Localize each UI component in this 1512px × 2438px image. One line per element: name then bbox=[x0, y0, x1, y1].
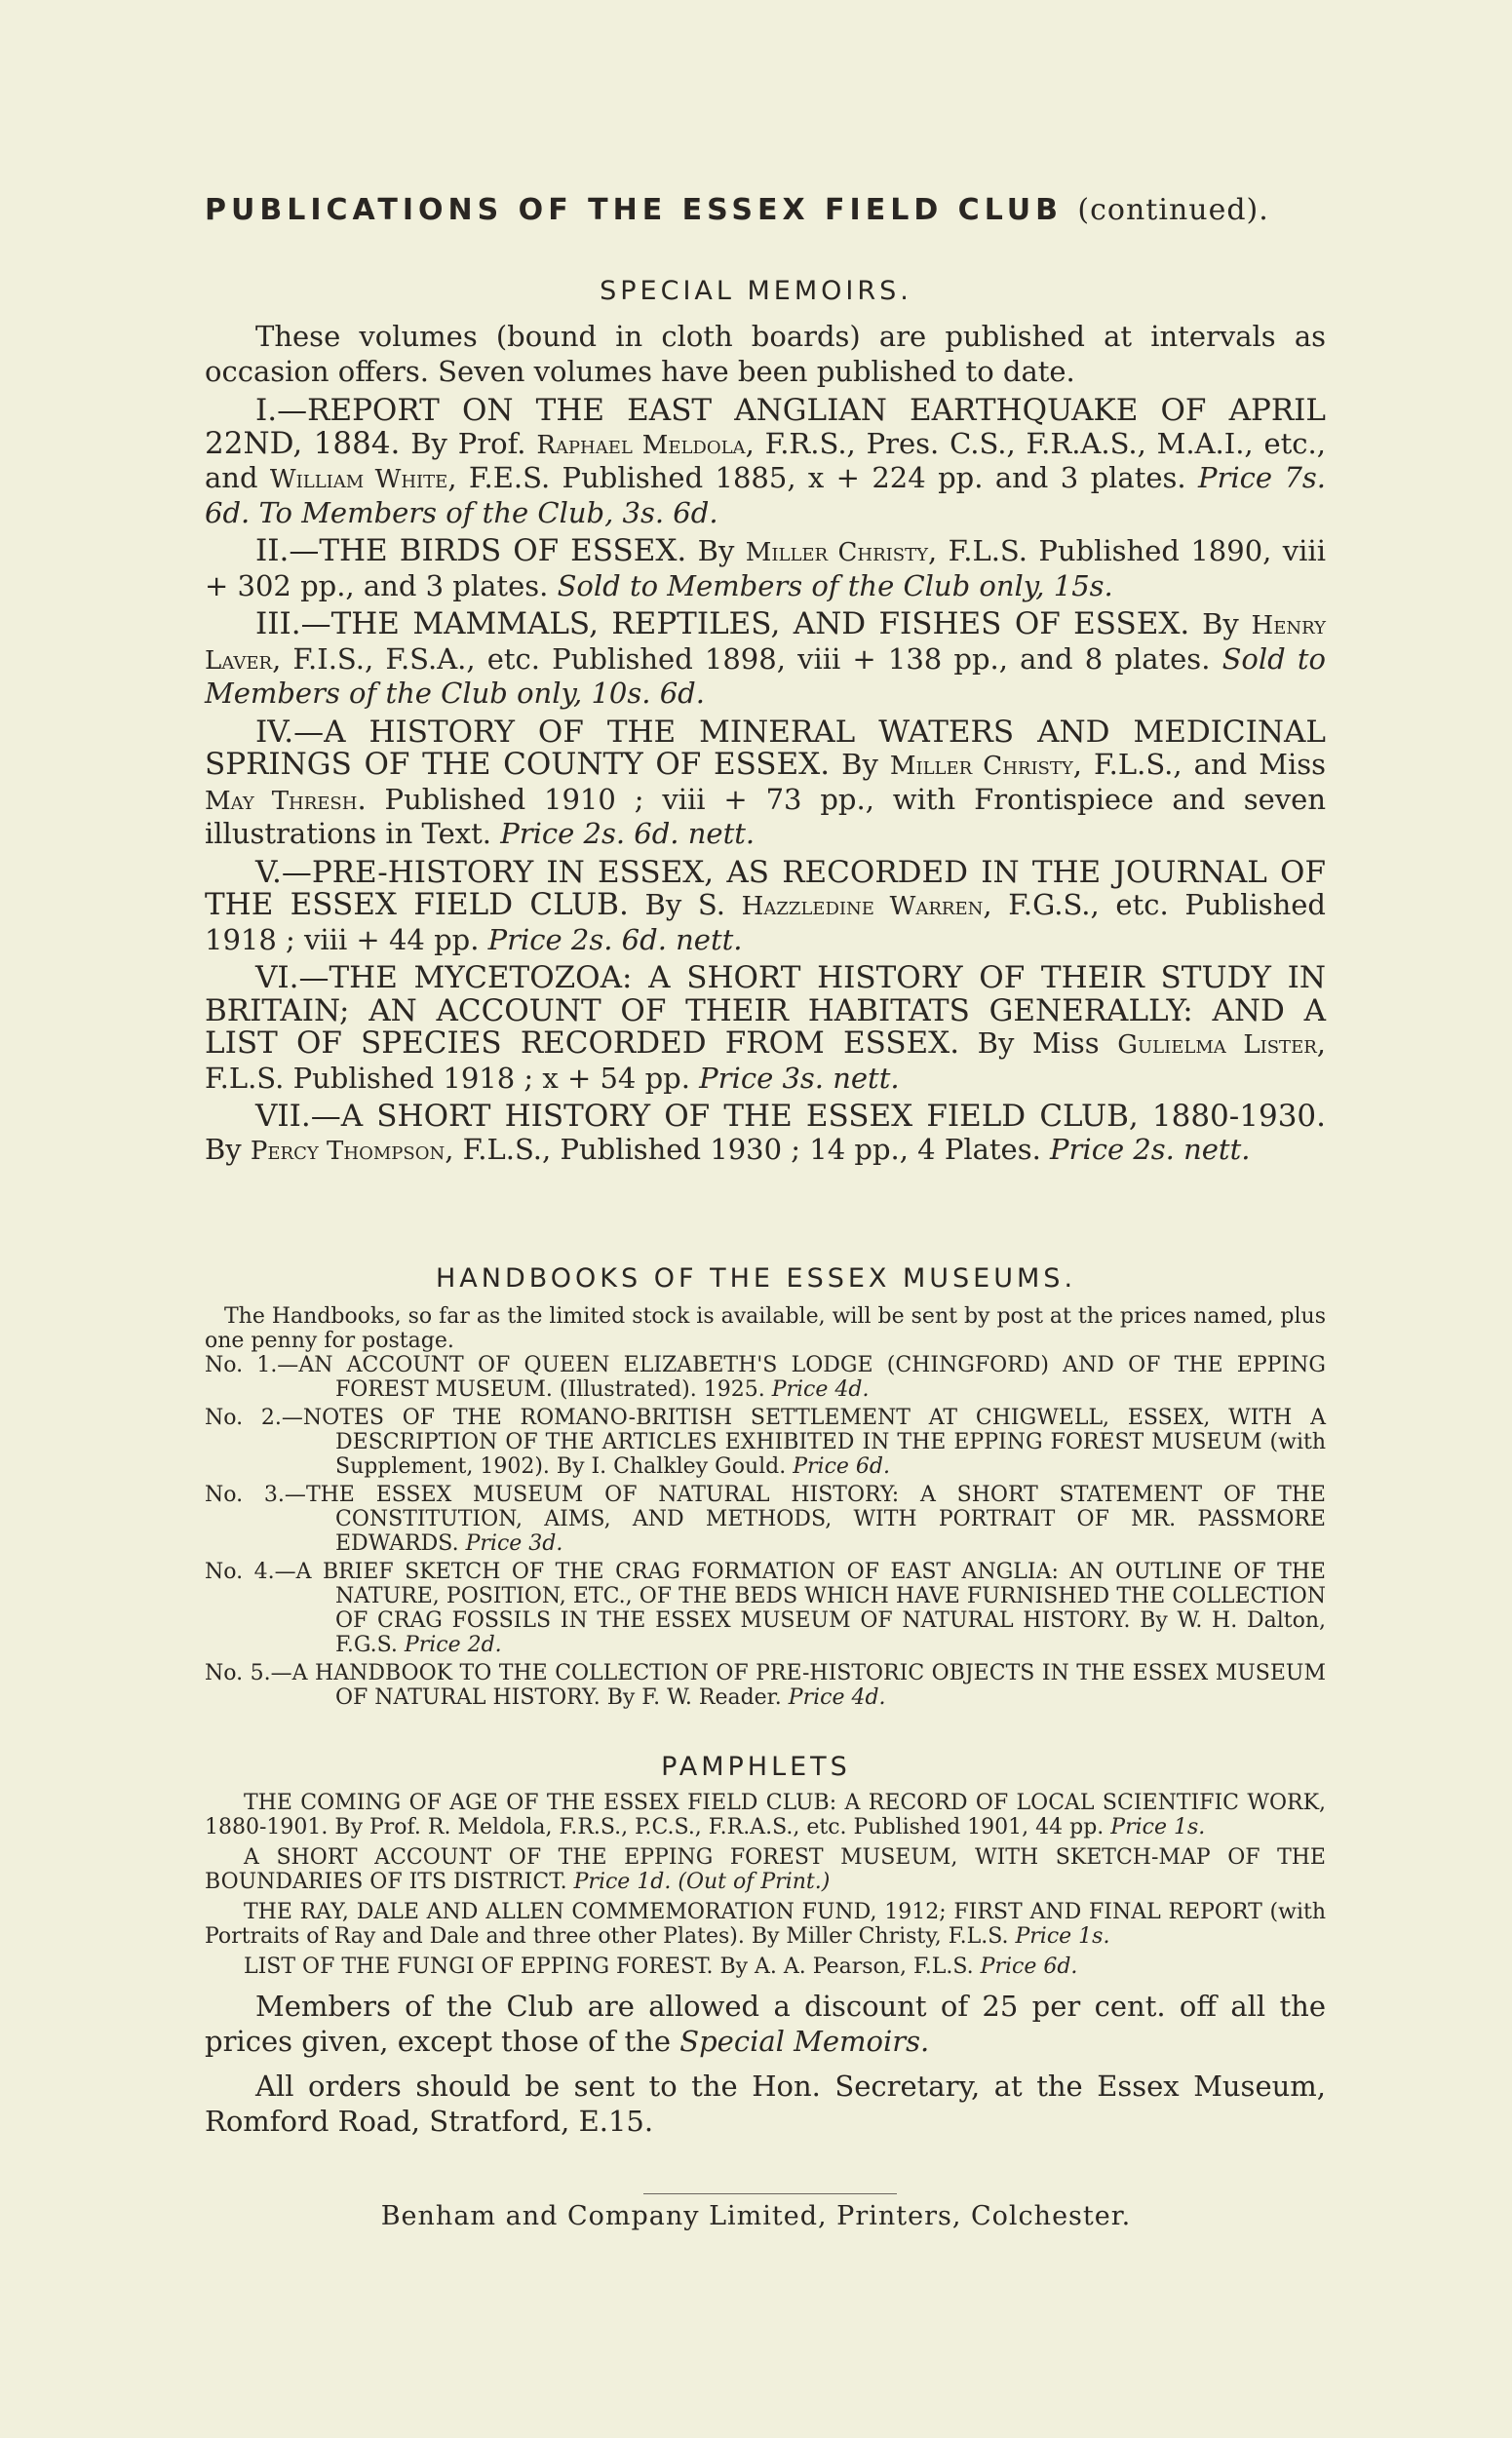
pamphlet-entry bbox=[205, 1900, 1326, 1949]
memoir-credentials: , F.L.S. Published 1918 ; x + 54 pp. bbox=[205, 1026, 1326, 1095]
memoir-title: VI.—THE MYCETOZOA: A SHORT HISTORY OF THEIR STUDY IN BRITAIN; AN ACCOUNT OF THEIR HABITATS GENERALLY: AND A LIST OF SPECIES RECORDED FROM ESSEX. bbox=[205, 960, 1326, 1061]
special-memoirs-heading: SPECIAL MEMOIRS. bbox=[600, 276, 912, 306]
pamphlet-text: LIST OF THE FUNGI OF EPPING FOREST. By A. A. Pearson, F.L.S. bbox=[244, 1954, 981, 1979]
handbook-number: No. 3.— bbox=[205, 1483, 306, 1507]
memoir-title: I.—REPORT ON THE EAST ANGLIAN EARTHQUAKE OF APRIL 22ND, 1884. bbox=[205, 393, 1326, 461]
memoir-title: IV.—A HISTORY OF THE MINERAL WATERS AND MEDICINAL SPRINGS OF THE COUNTY OF ESSEX. bbox=[205, 714, 1326, 782]
continued-label: (continued). bbox=[1077, 193, 1269, 227]
handbook-number: No. 5.— bbox=[205, 1661, 292, 1685]
handbook-text: A BRIEF SKETCH OF THE CRAG FORMATION OF EAST ANGLIA: AN OUTLINE OF THE NATURE, POSITION, ETC., OF THE BEDS WHICH HAVE FURNISHED THE COLLECTION OF CRAG FOSSILS IN THE ESSEX MUSEUM OF NATURAL HISTORY. By W. H. Dalton, F.G.S. bbox=[295, 1560, 1326, 1657]
handbook-number: No. 2.— bbox=[205, 1406, 303, 1430]
handbook-price: Price 2d. bbox=[404, 1633, 502, 1657]
memoir-by: By Miss bbox=[959, 1026, 1118, 1060]
memoir-price: Price 2s. 6d. nett. bbox=[500, 817, 756, 850]
memoir-credentials: , F.R.S., Pres. C.S., F.R.A.S., M.A.I., etc., and bbox=[205, 426, 1326, 494]
memoir-credentials: , F.G.S., etc. Published 1918 ; viii + 44 pp. bbox=[205, 888, 1326, 956]
memoir-by: By bbox=[686, 534, 746, 567]
handbooks-section bbox=[205, 1304, 1326, 1714]
memoir-credentials: , F.L.S., Published 1930 ; 14 pp., 4 Plates. bbox=[445, 1132, 1051, 1166]
memoir-credentials: , F.L.S. Published 1890, viii + 302 pp., and 3 plates. bbox=[205, 534, 1326, 602]
special-memoirs-intro: These volumes (bound in cloth boards) are published at intervals as occasion offers. Seven volumes have been published to date. bbox=[205, 320, 1326, 388]
memoir-author: Raphael Meldola bbox=[536, 430, 746, 460]
handbook-price: Price 6d. bbox=[793, 1454, 890, 1479]
running-head bbox=[205, 193, 1345, 227]
pamphlet-price: Price 1d. (Out of Print.) bbox=[573, 1870, 831, 1894]
handbook-entry bbox=[205, 1483, 1326, 1556]
discount-emphasis: Special Memoirs. bbox=[679, 2025, 930, 2058]
memoir-entry bbox=[205, 854, 1326, 957]
memoir-title: V.—PRE-HISTORY IN ESSEX, AS RECORDED IN THE JOURNAL OF THE ESSEX FIELD CLUB. bbox=[205, 854, 1326, 922]
memoir-price: Sold to Members of the Club only, 10s. 6d. bbox=[205, 641, 1326, 710]
memoir-details: . Published 1910 ; viii + 73 pp., with Frontispiece and seven illustrations in Text. bbox=[205, 782, 1326, 850]
pamphlet-entry bbox=[205, 1845, 1326, 1894]
memoir-entry bbox=[205, 608, 1326, 711]
memoir-title: II.—THE BIRDS OF ESSEX. bbox=[255, 533, 687, 568]
memoir-list bbox=[205, 395, 1326, 1168]
memoir-details: , F.E.S. Published 1885, x + 224 pp. and 3 plates. bbox=[447, 461, 1198, 494]
memoir-coauthor: William White bbox=[269, 465, 448, 494]
handbook-text: AN ACCOUNT OF QUEEN ELIZABETH'S LODGE (CHINGFORD) AND OF THE EPPING FOREST MUSEUM. (Illustrated). 1925. bbox=[298, 1353, 1326, 1402]
memoir-title: VII.—A SHORT HISTORY OF THE ESSEX FIELD CLUB, 1880-1930. bbox=[255, 1099, 1326, 1134]
memoir-author: Hazzledine Warren bbox=[741, 892, 984, 921]
memoir-author: Miller Christy bbox=[745, 538, 929, 567]
handbook-entry bbox=[205, 1560, 1326, 1657]
memoir-by: By bbox=[1189, 607, 1252, 640]
handbook-text: A HANDBOOK TO THE COLLECTION OF PRE-HISTORIC OBJECTS IN THE ESSEX MUSEUM OF NATURAL HISTORY. By F. W. Reader. bbox=[291, 1661, 1326, 1710]
handbook-entry bbox=[205, 1406, 1326, 1479]
memoir-entry bbox=[205, 1101, 1326, 1168]
pamphlet-list bbox=[205, 1791, 1326, 1979]
handbook-entry bbox=[205, 1353, 1326, 1402]
printer-imprint: Benham and Company Limited, Printers, Colchester. bbox=[380, 2201, 1132, 2231]
handbook-text: NOTES OF THE ROMANO-BRITISH SETTLEMENT AT CHIGWELL, ESSEX, WITH A DESCRIPTION OF THE ARTICLES EXHIBITED IN THE EPPING FOREST MUSEUM (with Supplement, 1902). By I. Chalkley Gould. bbox=[302, 1406, 1326, 1479]
pamphlets-section bbox=[205, 1791, 1326, 2139]
pamphlet-entry bbox=[205, 1954, 1326, 1979]
pamphlet-text: A SHORT ACCOUNT OF THE EPPING FOREST MUSEUM, WITH SKETCH-MAP OF THE BOUNDARIES OF ITS DISTRICT. bbox=[205, 1845, 1326, 1894]
memoir-credentials: , F.L.S., and Miss bbox=[1072, 748, 1326, 781]
memoir-by: By Prof. bbox=[400, 426, 537, 460]
memoir-credentials: , F.I.S., F.S.A., etc. Published 1898, viii + 138 pp., and 8 plates. bbox=[272, 641, 1222, 676]
orders-note: All orders should be sent to the Hon. Secretary, at the Essex Museum, Romford Road, Stratford, E.15. bbox=[205, 2070, 1326, 2138]
memoir-entry bbox=[205, 716, 1326, 851]
pamphlet-text: THE COMING OF AGE OF THE ESSEX FIELD CLUB: A RECORD OF LOCAL SCIENTIFIC WORK, 1880-1901. By Prof. R. Meldola, F.R.S., P.C.S., F.R.A.S., etc. Published 1901, 44 pp. bbox=[205, 1791, 1326, 1839]
pamphlet-price: Price 6d. bbox=[980, 1954, 1078, 1979]
discount-text: Members of the Club are allowed a discount of 25 per cent. off all the prices given, except those of the bbox=[205, 1990, 1326, 2058]
memoir-by: By S. bbox=[628, 888, 742, 921]
memoir-author: Miller Christy bbox=[889, 752, 1073, 781]
memoir-title: III.—THE MAMMALS, REPTILES, AND FISHES OF ESSEX. bbox=[255, 606, 1190, 641]
memoir-price: Price 3s. nett. bbox=[699, 1061, 900, 1095]
handbook-number: No. 1.— bbox=[205, 1353, 299, 1377]
special-memoirs-section bbox=[205, 319, 1326, 1174]
handbook-price: Price 4d. bbox=[771, 1377, 870, 1402]
memoir-author: Henry Laver bbox=[205, 611, 1326, 676]
memoir-entry bbox=[205, 395, 1326, 529]
pamphlet-text: THE RAY, DALE AND ALLEN COMMEMORATION FUND, 1912; FIRST AND FINAL REPORT (with Portraits of Ray and Dale and three other Plates). By Miller Christy, F.L.S. bbox=[205, 1900, 1326, 1949]
handbook-text: THE ESSEX MUSEUM OF NATURAL HISTORY: A SHORT STATEMENT OF THE CONSTITUTION, AIMS, AND METHODS, WITH PORTRAIT OF MR. PASSMORE EDWARDS. bbox=[305, 1483, 1326, 1556]
handbook-entry bbox=[205, 1661, 1326, 1710]
handbooks-intro: The Handbooks, so far as the limited stock is available, will be sent by post at the prices named, plus one penny for postage. bbox=[205, 1304, 1326, 1353]
discount-note bbox=[205, 1989, 1326, 2059]
footer-rule bbox=[643, 2193, 897, 2194]
memoir-price: Price 2s. nett. bbox=[1050, 1132, 1251, 1166]
handbooks-heading: HANDBOOKS OF THE ESSEX MUSEUMS. bbox=[435, 1263, 1077, 1294]
memoir-author: Gulielma Lister bbox=[1117, 1030, 1317, 1060]
memoir-coauthor: May Thresh bbox=[205, 786, 358, 816]
handbook-list bbox=[205, 1353, 1326, 1710]
memoir-price: Price 7s. 6d. To Members of the Club, 3s. 6d. bbox=[205, 461, 1326, 529]
memoir-price: Price 2s. 6d. nett. bbox=[487, 922, 743, 956]
pamphlet-price: Price 1s. bbox=[1015, 1924, 1110, 1949]
memoir-by: By bbox=[830, 748, 890, 781]
memoir-price: Sold to Members of the Club only, 15s. bbox=[557, 568, 1113, 602]
handbook-price: Price 4d. bbox=[788, 1685, 886, 1710]
handbook-price: Price 3d. bbox=[465, 1531, 563, 1556]
memoir-by: By bbox=[205, 1132, 251, 1166]
running-title: PUBLICATIONS OF THE ESSEX FIELD CLUB bbox=[205, 193, 1063, 227]
pamphlet-price: Price 1s. bbox=[1110, 1815, 1206, 1839]
memoir-entry bbox=[205, 535, 1326, 602]
memoir-entry bbox=[205, 962, 1326, 1095]
pamphlet-entry bbox=[205, 1791, 1326, 1839]
handbook-number: No. 4.— bbox=[205, 1560, 296, 1584]
pamphlets-heading: PAMPHLETS bbox=[661, 1752, 851, 1782]
memoir-author: Percy Thompson bbox=[250, 1136, 446, 1166]
